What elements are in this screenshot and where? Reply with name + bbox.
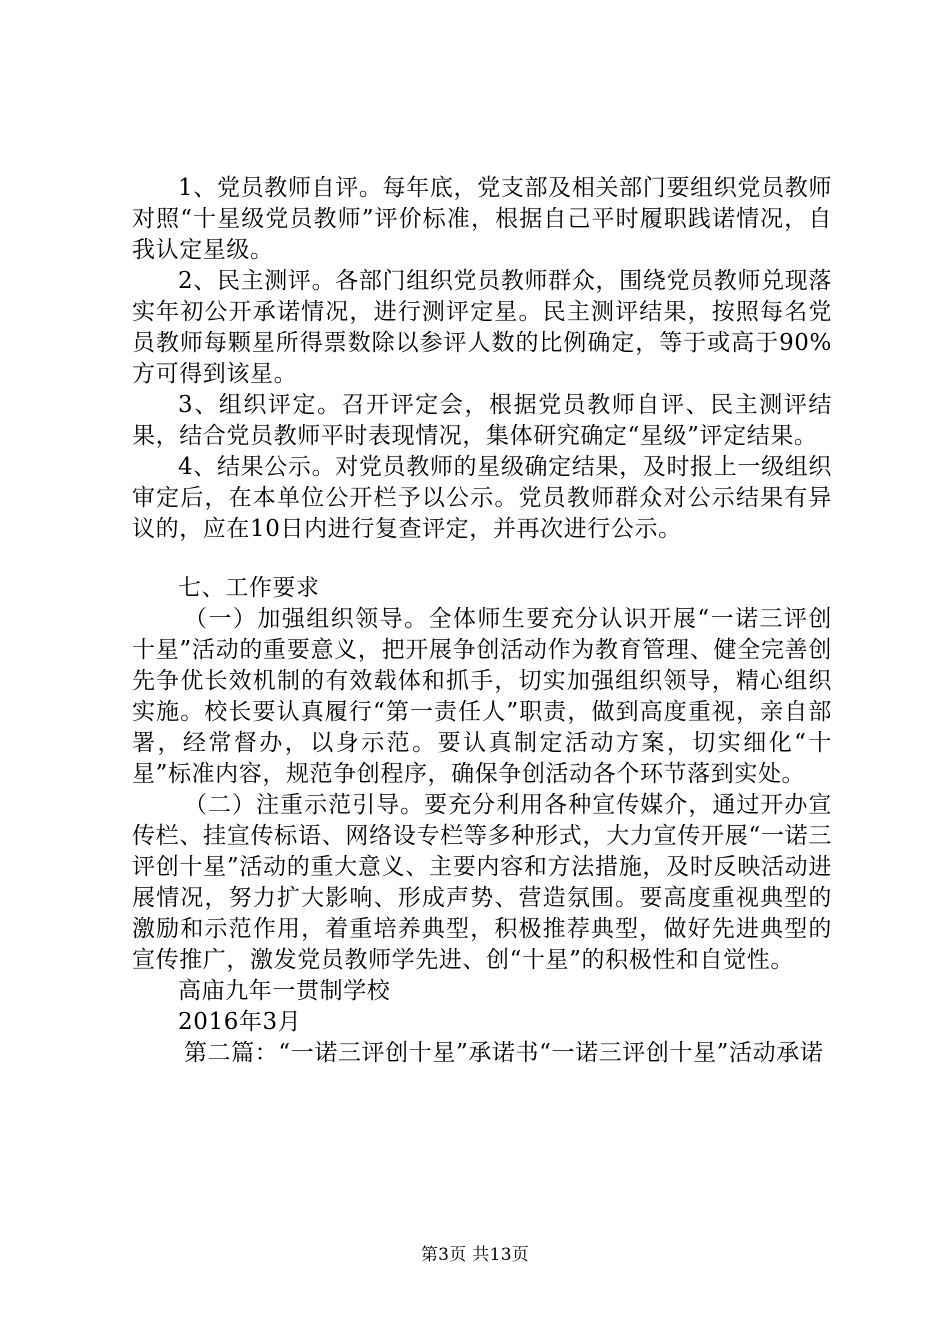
page-number-footer: 第3页 共13页 [420,1245,530,1265]
paragraph-democratic-evaluation: 2、民主测评。各部门组织党员教师群众，围绕党员教师兑现落实年初公开承诺情况，进行测评定星。民主测评结果，按照每名党员教师每颗星所得票数除以参评人数的比例确定，等于或高于90%方可得到该星。 [132,268,832,387]
paragraph-result-publicity: 4、结果公示。对党员教师的星级确定结果，及时报上一级组织审定后，在本单位公开栏予以公示。党员教师群众对公示结果有异议的，应在10日内进行复查评定，并再次进行公示。 [132,454,832,542]
next-chapter-title: 第二篇：“一诺三评创十星”承诺书“一诺三评创十星”活动承诺 [184,1040,824,1066]
paragraph-demonstration-guidance: （二）注重示范引导。要充分利用各种宣传媒介，通过开办宣传栏、挂宣传标语、网络设专栏等多种形式，大力宣传开展“一诺三评创十星”活动的重大意义、主要内容和方法措施，及时反映活动进展情况，努力扩大影响、形成声势、营造氛围。要高度重视典型的激励和示范作用，着重培养典型，积极推荐典型，做好先进典型的宣传推广，激发党员教师学先进、创“十星”的积极性和自觉性。 [132,792,832,973]
section-heading-work-requirements: 七、工作要求 [178,575,320,601]
paragraph-strengthen-leadership: （一）加强组织领导。全体师生要充分认识开展“一诺三评创十星”活动的重要意义，把开展争创活动作为教育管理、健全完善创先争优长效机制的有效载体和抓手，切实加强组织领导，精心组织实施。校长要认真履行“第一责任人”职责，做到高度重视，亲自部署，经常督办，以身示范。要认真制定活动方案，切实细化“十星”标准内容，规范争创程序，确保争创活动各个环节落到实处。 [132,606,832,787]
document-body [132,173,832,1069]
school-name-signature: 高庙九年一贯制学校 [178,978,391,1004]
paragraph-organization-assessment: 3、组织评定。召开评定会，根据党员教师自评、民主测评结果，结合党员教师平时表现情况，集体研究确定“星级”评定结果。 [132,392,832,449]
paragraph-self-evaluation: 1、党员教师自评。每年底，党支部及相关部门要组织党员教师对照“十星级党员教师”评价标准，根据自己平时履职践诺情况，自我认定星级。 [132,175,832,263]
document-date: 2016年3月 [178,1009,302,1035]
